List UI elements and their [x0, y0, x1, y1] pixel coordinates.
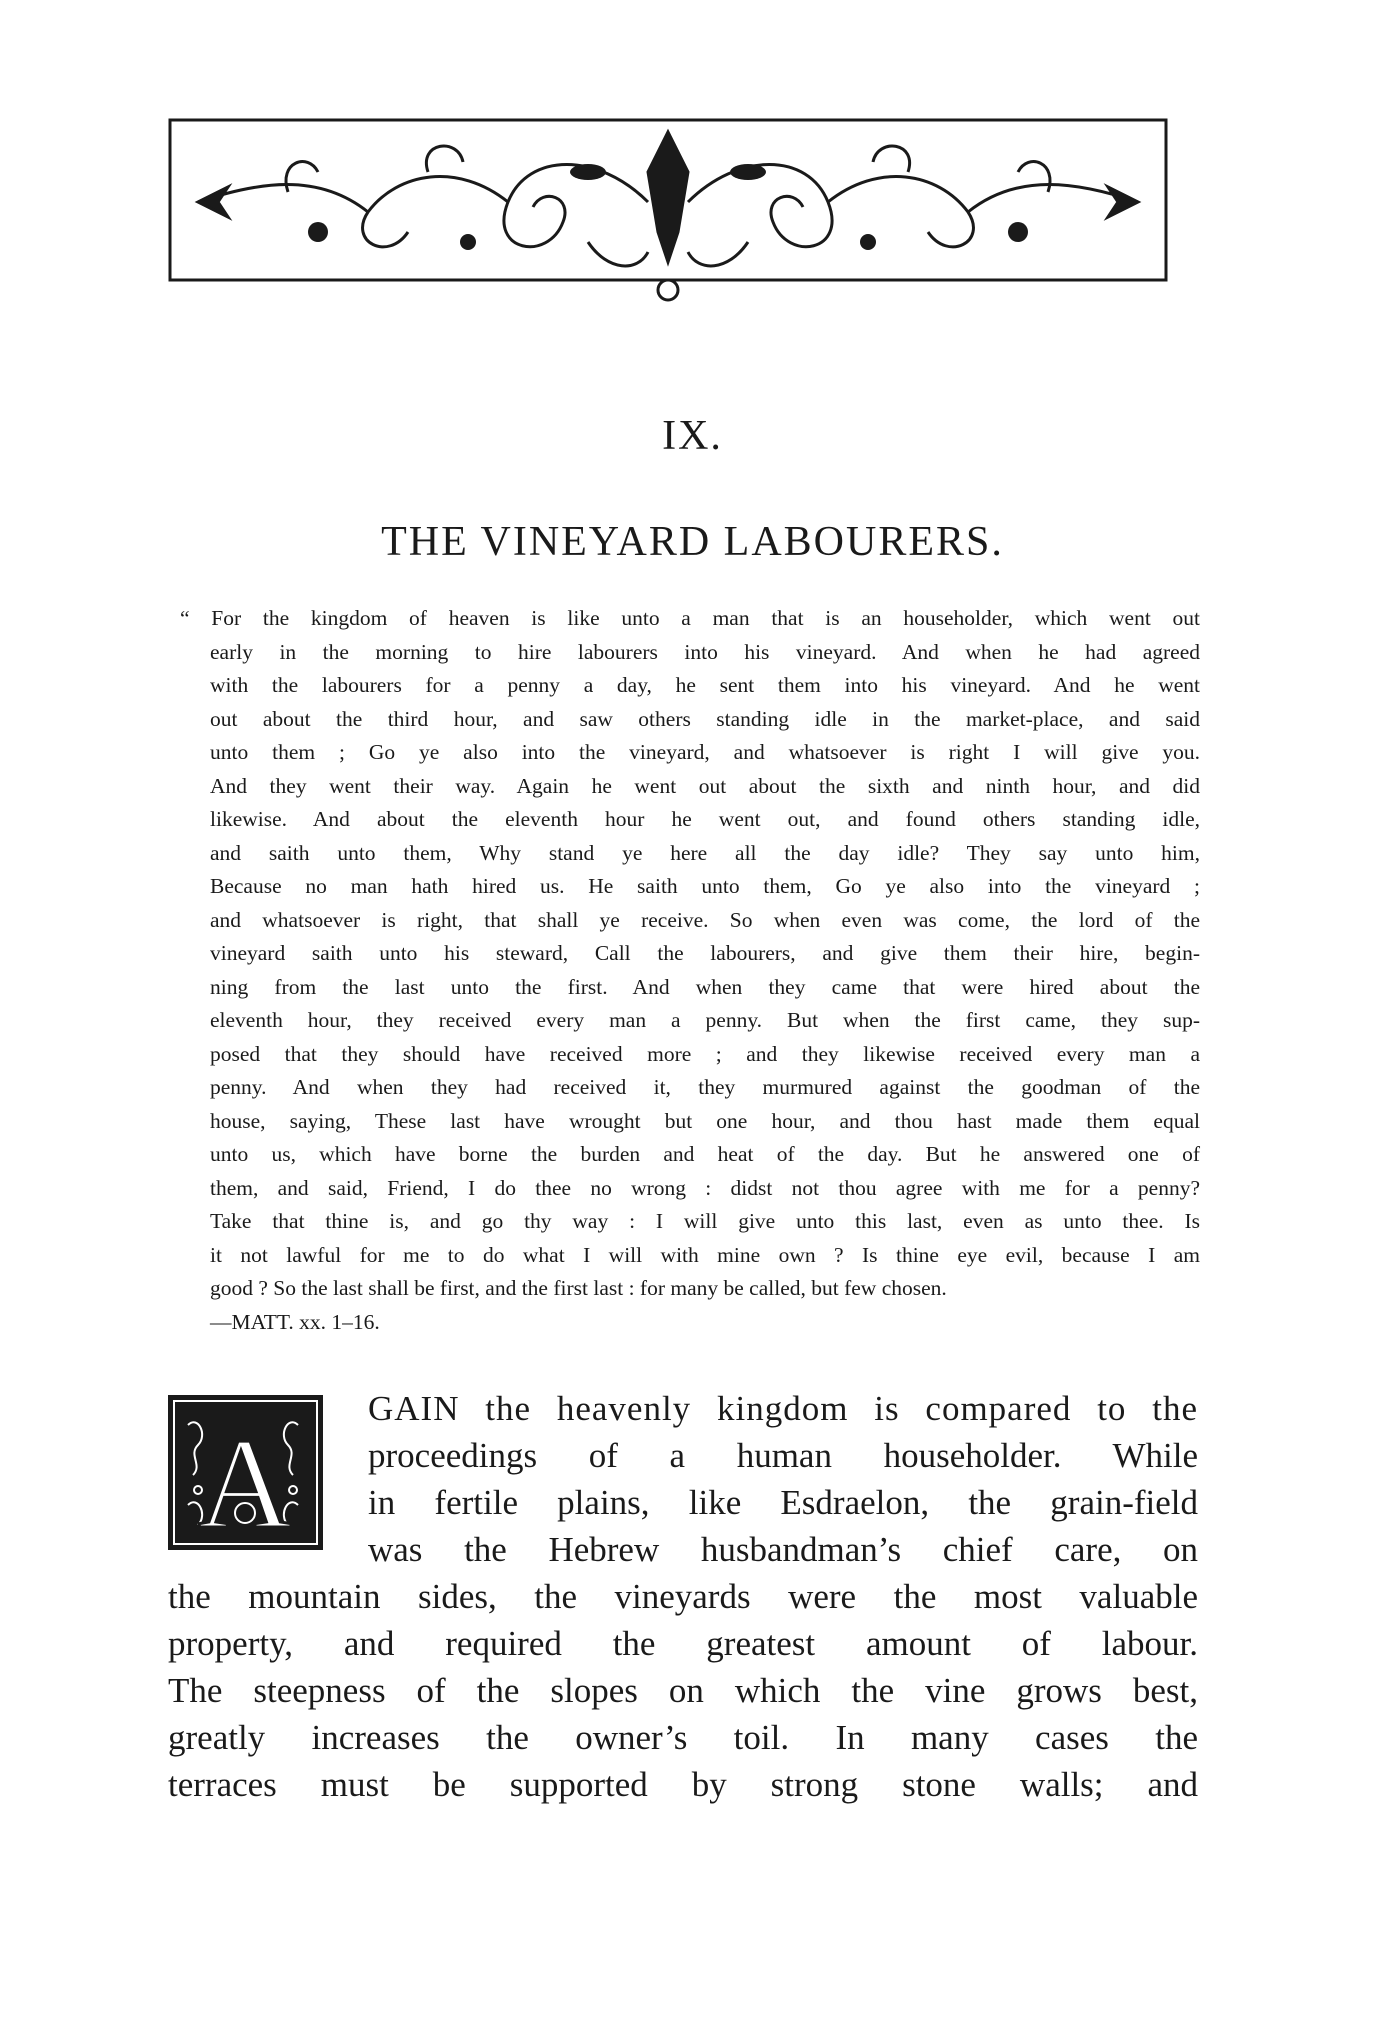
body-line: property, and required the greatest amount of labour.	[168, 1624, 1198, 1663]
body-line: the mountain sides, the vineyards were the most valuable	[168, 1577, 1198, 1616]
body-line: proceedings of a human householder. While	[368, 1436, 1198, 1475]
body-line: terraces must be supported by strong stone walls; and	[168, 1765, 1198, 1804]
epigraph-line: early in the morning to hire labourers into his vineyard. And when he had agreed	[210, 639, 1200, 664]
epigraph-line: likewise. And about the eleventh hour he went out, and found others standing idle,	[210, 807, 1200, 831]
epigraph-line: with the labourers for a penny a day, he sent them into his vineyard. And he went	[210, 673, 1200, 697]
epigraph-line: them, and said, Friend, I do thee no wrong : didst not thou agree with me for a penny?	[210, 1175, 1200, 1200]
epigraph-line: it not lawful for me to do what I will with mine own ? Is thine eye evil, because I am	[210, 1242, 1200, 1267]
dropcap-letter: A	[198, 1412, 292, 1550]
epigraph-line: Take that thine is, and go thy way : I will give unto this last, even as unto thee. Is	[210, 1209, 1200, 1233]
epigraph-line: good ? So the last shall be first, and the first last : for many be called, but few chosen.	[210, 1276, 947, 1300]
body-line: The steepness of the slopes on which the vine grows best,	[168, 1671, 1198, 1710]
epigraph-line: eleventh hour, they received every man a penny. But when the first came, they sup-	[210, 1008, 1200, 1032]
epigraph-scripture-quote	[180, 602, 1200, 1339]
epigraph-line: out about the third hour, and saw others standing idle in the market-place, and said	[210, 706, 1200, 731]
epigraph-line: unto us, which have borne the burden and heat of the day. But he answered one of	[210, 1142, 1200, 1166]
epigraph-line: and whatsoever is right, that shall ye receive. So when even was come, the lord of the	[210, 907, 1200, 932]
body-line: greatly increases the owner’s toil. In many cases the	[168, 1718, 1198, 1757]
epigraph-line: Because no man hath hired us. He saith unto them, Go ye also into the vineyard ;	[210, 874, 1200, 898]
body-line: was the Hebrew husbandman’s chief care, on	[368, 1530, 1198, 1569]
epigraph-line: penny. And when they had received it, they murmured against the goodman of the	[210, 1075, 1200, 1099]
chapter-number: IX.	[662, 413, 723, 459]
epigraph-line: house, saying, These last have wrought but one hour, and thou hast made them equal	[210, 1108, 1200, 1133]
epigraph-line: posed that they should have received more ; and they likewise received every man a	[210, 1041, 1200, 1066]
epigraph-line: vineyard saith unto his steward, Call the labourers, and give them their hire, begin-	[210, 941, 1200, 965]
epigraph-line: unto them ; Go ye also into the vineyard, and whatsoever is right I will give you.	[210, 740, 1200, 764]
body-paragraph	[168, 1385, 1198, 1808]
epigraph-line: and saith unto them, Why stand ye here all the day idle? They say unto him,	[210, 840, 1200, 865]
epigraph-citation: —MATT. xx. 1–16.	[210, 1309, 380, 1334]
body-line: GAIN the heavenly kingdom is compared to the	[368, 1389, 1198, 1428]
body-line: in fertile plains, like Esdraelon, the grain-field	[368, 1483, 1198, 1522]
epigraph-line: “ For the kingdom of heaven is like unto a man that is an householder, which went out	[180, 606, 1200, 630]
epigraph-line: And they went their way. Again he went out about the sixth and ninth hour, and did	[210, 773, 1200, 798]
chapter-title: THE VINEYARD LABOURERS.	[381, 519, 1004, 565]
floral-headpiece-ornament-icon	[168, 112, 1170, 302]
epigraph-line: ning from the last unto the first. And when they came that were hired about the	[210, 974, 1200, 999]
